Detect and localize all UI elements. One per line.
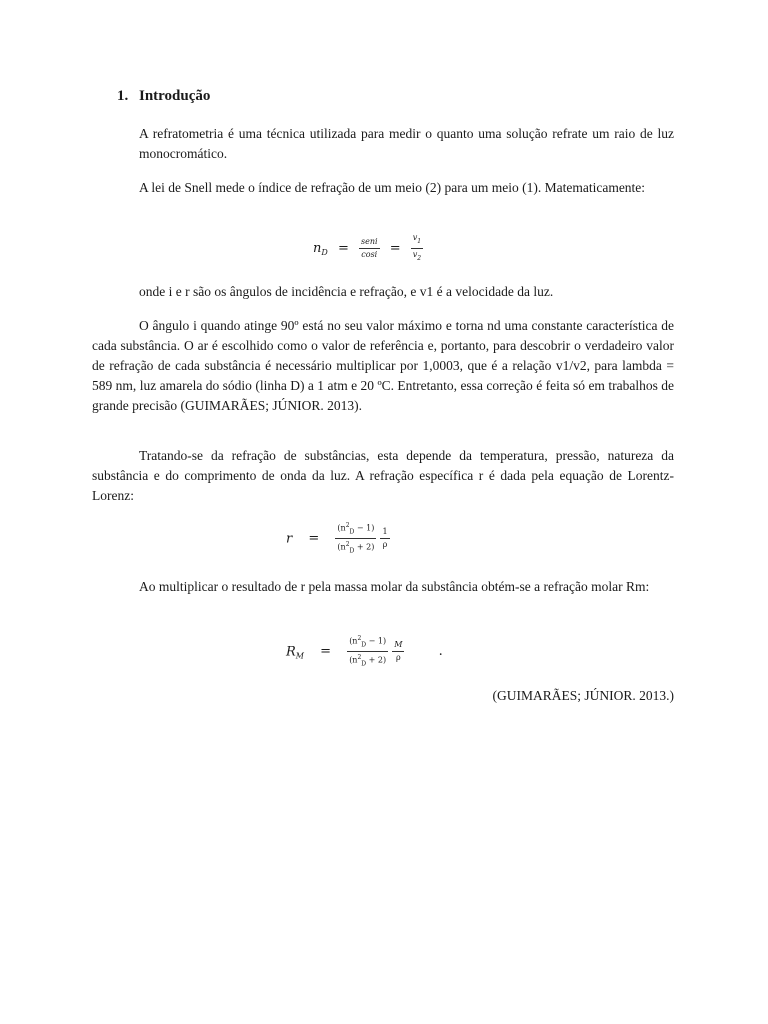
eq-subscript: 1 (417, 238, 422, 245)
eq-subscript: D (349, 528, 355, 536)
eq-equals: = (308, 531, 320, 547)
equation-lorentz (286, 520, 390, 558)
eq-numerator (347, 633, 388, 652)
paragraph-molar: Ao multiplicar o resultado de r pela massa molar da substância obtém-se a refração molar Rm: (139, 579, 650, 594)
eq-fraction (411, 232, 423, 265)
eq-text: (n (337, 542, 346, 552)
eq-fraction (380, 526, 389, 551)
eq-subscript: M (295, 651, 304, 661)
eq-denominator: cosi (361, 250, 378, 259)
equation-molar (286, 633, 443, 671)
eq-period: . (438, 644, 443, 660)
eq-denominator: ρ (382, 540, 388, 550)
paragraph-snell-explanation: onde i e r são os ângulos de incidência e refração, e v1 é a velocidade da luz. (139, 284, 554, 299)
section-title: Introdução (139, 88, 211, 104)
equation-snell (313, 232, 423, 265)
eq-fraction (347, 633, 388, 671)
eq-symbol: R (286, 644, 296, 660)
eq-text: (n (349, 655, 358, 665)
eq-text: + 2) (356, 542, 375, 552)
eq-text: + 2) (368, 655, 387, 665)
section-heading (117, 88, 210, 105)
eq-subscript: D (361, 660, 367, 668)
eq-numerator (411, 232, 423, 249)
eq-denominator (411, 249, 423, 265)
eq-numerator: M (392, 639, 404, 652)
eq-denominator (347, 652, 388, 670)
citation: (GUIMARÃES; JÚNIOR. 2013.) (492, 688, 674, 703)
eq-subscript: D (349, 547, 355, 555)
eq-text: − 1) (356, 523, 375, 533)
eq-subscript: D (361, 641, 367, 649)
eq-symbol: r (286, 531, 293, 547)
eq-equals: = (389, 241, 401, 256)
eq-fraction (359, 236, 380, 261)
paragraph-angle: O ângulo i quando atinge 90º está no seu valor máximo e torna nd uma constante característica de cada substância. O ar é escolhido como o valor de referência e, portanto, para descobrir o verdadeiro valor de refração de cada substância é necessário multiplicar por 1,0003, que é a relação v1/v2, para lambda = 589 nm, luz amarela do sódio (linha D) a 1 atm e 20 ºC. Entretanto, essa correção é feita só em trabalhos de grande precisão (GUIMARÃES; JÚNIOR. 2013). (92, 318, 674, 413)
eq-superscript: 2 (345, 541, 350, 549)
eq-subscript: 2 (417, 255, 422, 262)
eq-text: (n (349, 636, 358, 646)
eq-numerator (335, 520, 376, 539)
paragraph-refraction: Tratando-se da refração de substâncias, esta depende da temperatura, pressão, natureza da substância e do comprimento de onda da luz. A refração específica r é dada pela equação de Lorentz-Lorenz: (92, 448, 674, 503)
paragraph-intro: A refratometria é uma técnica utilizada para medir o quanto uma solução refrate um raio de luz monocromático. (139, 126, 674, 161)
eq-equals: = (337, 241, 349, 256)
eq-numerator: seni (359, 236, 380, 249)
section-number: 1. (117, 88, 129, 104)
eq-superscript: 2 (357, 635, 362, 642)
eq-text: − 1) (368, 636, 387, 646)
eq-fraction (392, 639, 404, 664)
eq-numerator: 1 (380, 526, 389, 539)
eq-equals: = (320, 644, 332, 660)
eq-denominator: ρ (396, 653, 401, 663)
eq-fraction (335, 520, 376, 558)
eq-symbol: n (313, 241, 322, 256)
eq-var: v (412, 250, 418, 259)
eq-superscript: 2 (345, 522, 350, 529)
paragraph-snell: A lei de Snell mede o índice de refração de um meio (2) para um meio (1). Matematicamente: (139, 180, 646, 195)
eq-subscript: D (321, 248, 328, 257)
eq-text: (n (337, 523, 346, 533)
eq-denominator (335, 539, 376, 557)
eq-var: v (412, 233, 418, 242)
eq-superscript: 2 (357, 654, 362, 662)
